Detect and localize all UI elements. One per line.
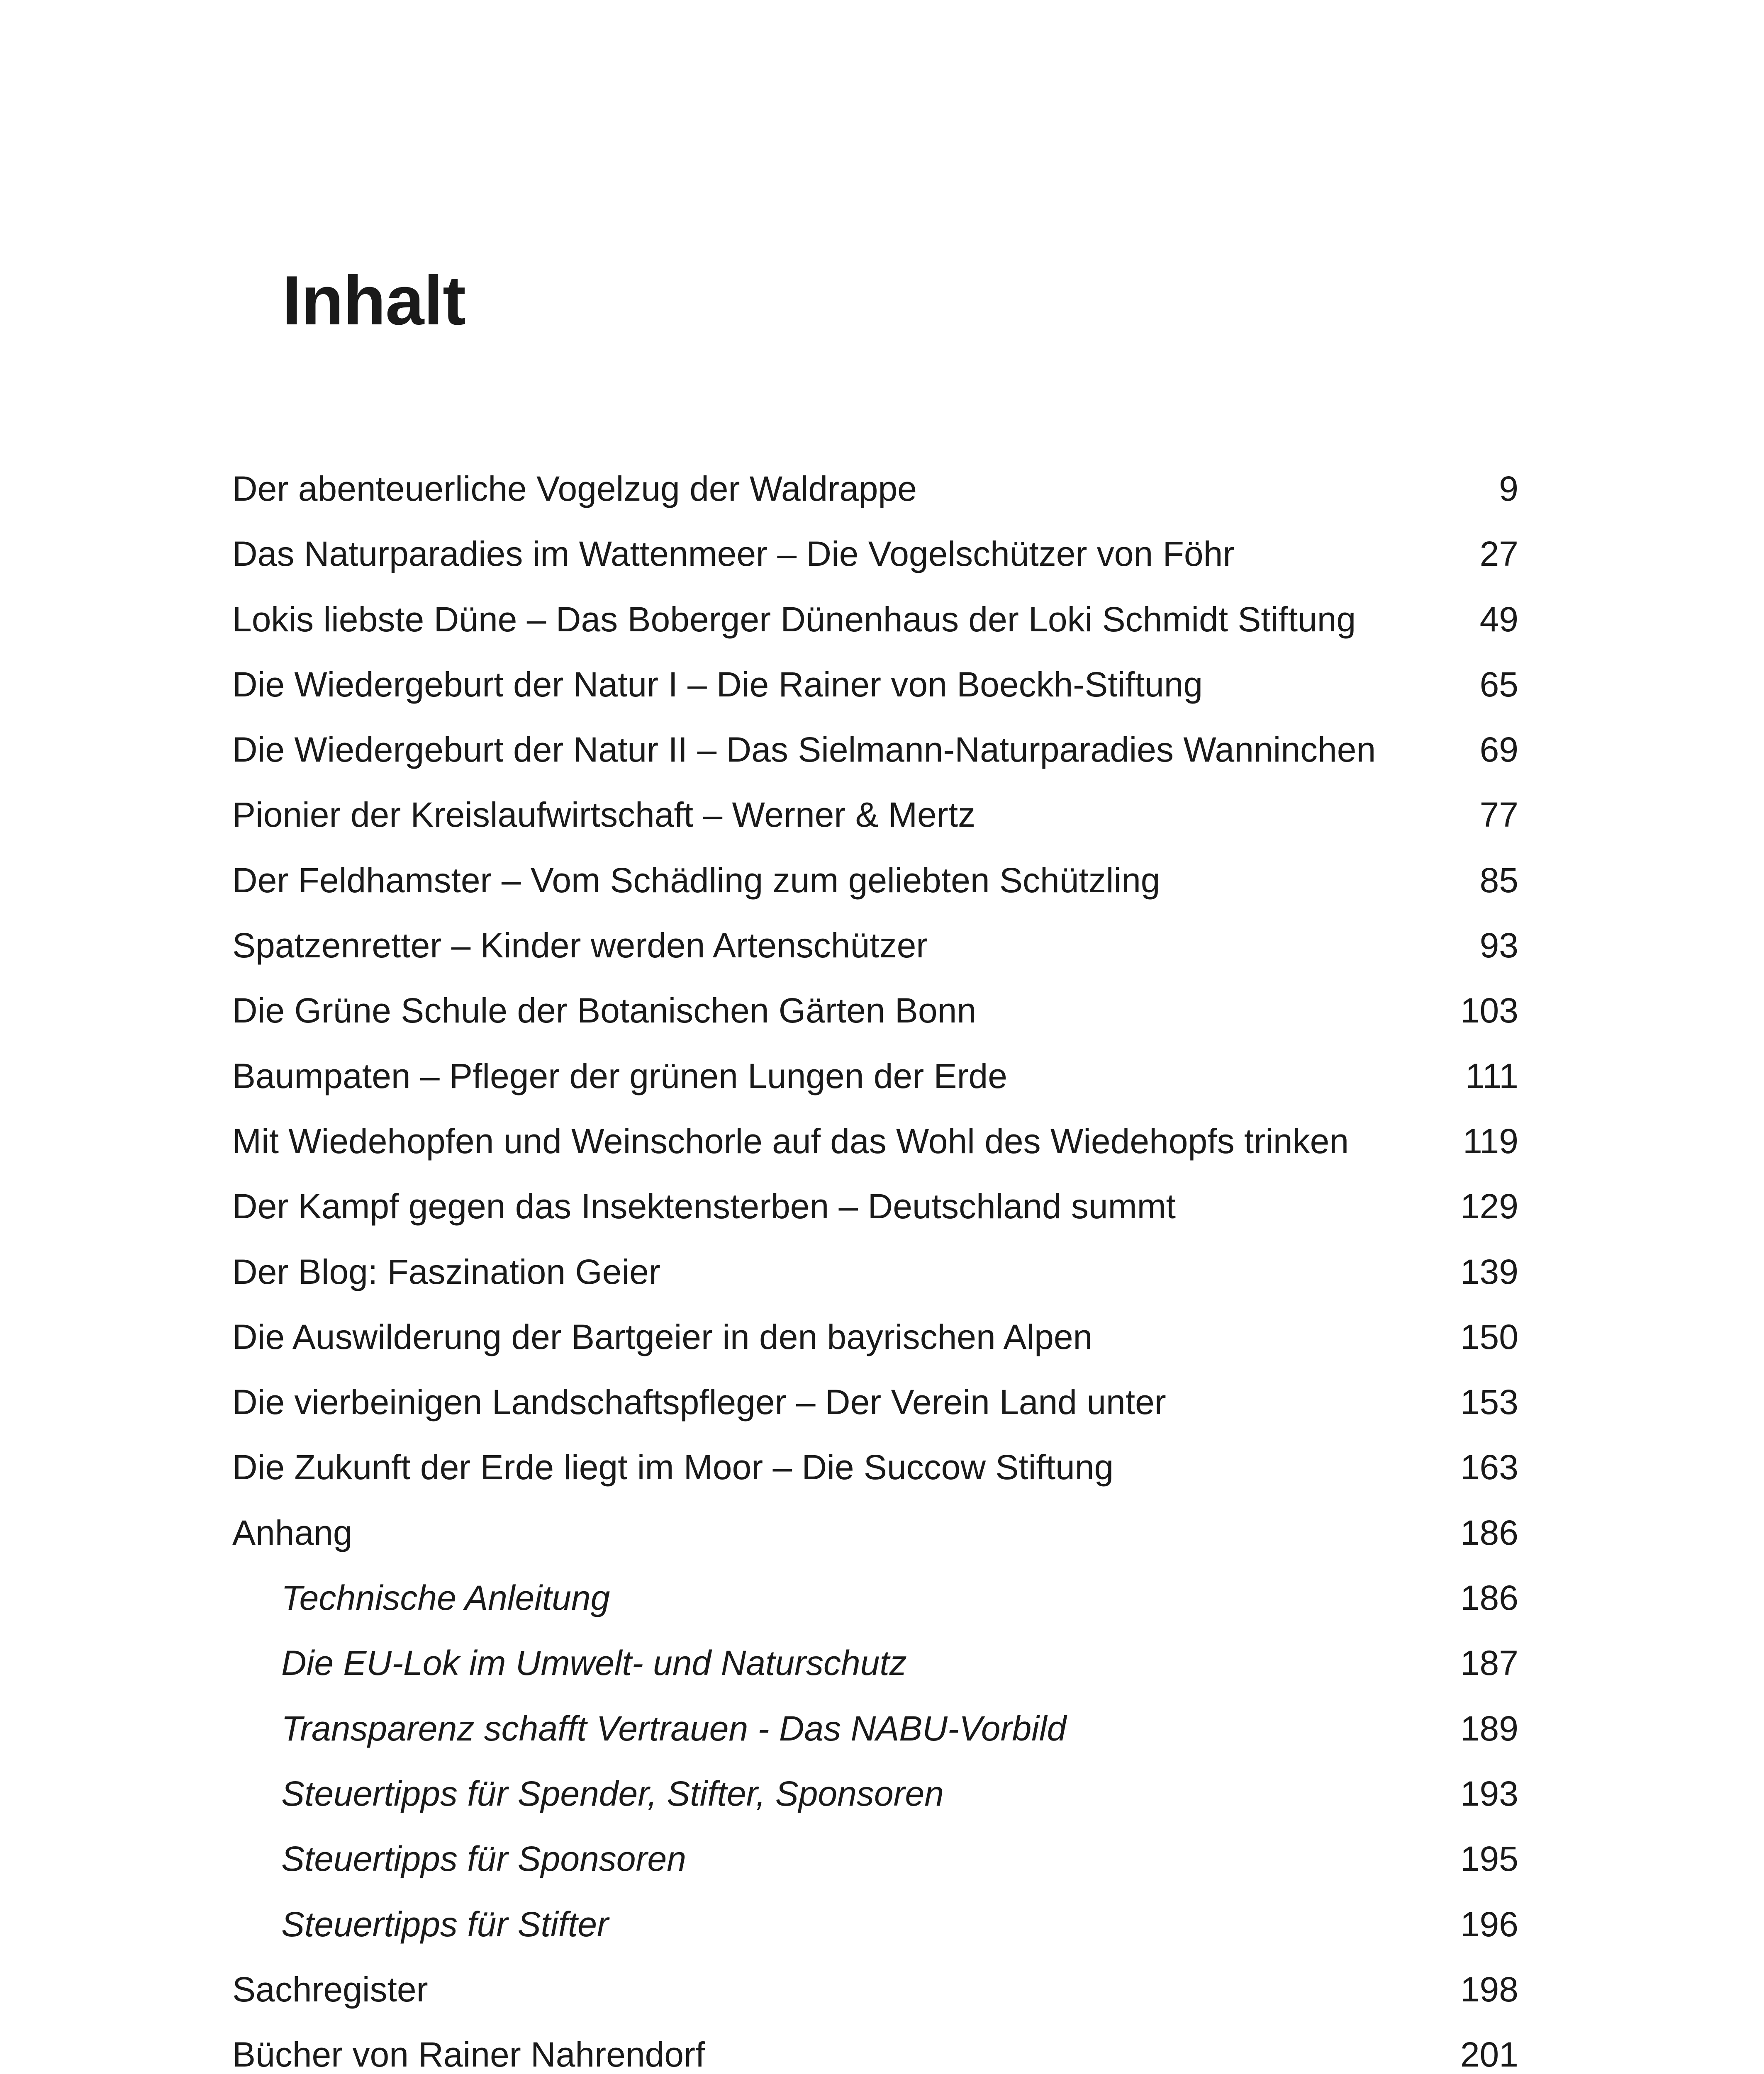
- toc-entry-title: Technische Anleitung: [281, 1578, 610, 1618]
- toc-entry: [232, 848, 1518, 913]
- toc-entry: [232, 1370, 1518, 1435]
- toc-subentry: [232, 1892, 1518, 1957]
- toc-entry: [232, 1500, 1518, 1565]
- toc-entry-page-number: 69: [1479, 730, 1518, 769]
- toc-entry-title: Das Naturparadies im Wattenmeer – Die Vogelschützer von Föhr: [232, 534, 1235, 574]
- toc-entry-title: Baumpaten – Pfleger der grünen Lungen der Erde: [232, 1056, 1007, 1095]
- toc-entry: [232, 521, 1518, 587]
- page-title: Inhalt: [282, 261, 465, 339]
- toc-subentry: [232, 1565, 1518, 1631]
- toc-entry-title: Spatzenretter – Kinder werden Artenschützer: [232, 926, 928, 965]
- toc-entry: [232, 652, 1518, 717]
- toc-entry: [232, 1174, 1518, 1239]
- toc-entry-title: Steuertipps für Spender, Stifter, Sponsoren: [281, 1774, 944, 1813]
- toc-entry-title: Die Zukunft der Erde liegt im Moor – Die Succow Stiftung: [232, 1448, 1114, 1487]
- toc-entry-title: Pionier der Kreislaufwirtschaft – Werner & Mertz: [232, 795, 976, 835]
- toc-entry: [232, 1957, 1518, 2022]
- toc-entry: [232, 913, 1518, 978]
- toc-entry: [232, 782, 1518, 847]
- toc-subentry: [232, 1631, 1518, 1696]
- toc-entry: [232, 2022, 1518, 2074]
- toc-entry-title: Die Wiedergeburt der Natur I – Die Rainer von Boeckh-Stiftung: [232, 665, 1203, 704]
- toc-entry-title: Die vierbeinigen Landschaftspfleger – Der Verein Land unter: [232, 1383, 1166, 1422]
- toc-entry-page-number: 198: [1460, 1969, 1518, 2009]
- toc-entry-title: Steuertipps für Stifter: [281, 1904, 609, 1944]
- toc-entry-title: Bücher von Rainer Nahrendorf: [232, 2035, 705, 2074]
- toc-entry-title: Anhang: [232, 1513, 353, 1552]
- toc-entry-title: Die EU-Lok im Umwelt- und Naturschutz: [281, 1643, 907, 1683]
- toc-entry-page-number: 77: [1479, 795, 1518, 835]
- toc-entry-page-number: 153: [1460, 1383, 1518, 1422]
- toc-subentry: [232, 1761, 1518, 1826]
- toc-entry-page-number: 111: [1465, 1056, 1518, 1095]
- toc-entry-page-number: 139: [1460, 1252, 1518, 1291]
- toc-entry-page-number: 201: [1460, 2035, 1518, 2074]
- toc-entry-page-number: 196: [1460, 1904, 1518, 1944]
- toc-entry-title: Der Kampf gegen das Insektensterben – Deutschland summt: [232, 1187, 1176, 1226]
- toc-entry-page-number: 187: [1460, 1643, 1518, 1683]
- toc-entry-title: Die Auswilderung der Bartgeier in den bayrischen Alpen: [232, 1317, 1093, 1356]
- toc-entry-title: Die Wiedergeburt der Natur II – Das Sielmann-Naturparadies Wanninchen: [232, 730, 1376, 769]
- toc-entry-page-number: 65: [1479, 665, 1518, 704]
- toc-entry: [232, 1239, 1518, 1305]
- toc-entry-title: Der Feldhamster – Vom Schädling zum geliebten Schützling: [232, 860, 1160, 900]
- toc-entry-page-number: 27: [1479, 534, 1518, 574]
- toc-entry-title: Lokis liebste Düne – Das Boberger Dünenhaus der Loki Schmidt Stiftung: [232, 599, 1356, 639]
- toc-entry-page-number: 119: [1463, 1121, 1518, 1161]
- toc-entry-title: Transparenz schafft Vertrauen - Das NABU-Vorbild: [281, 1709, 1067, 1748]
- toc-entry-page-number: 85: [1479, 860, 1518, 900]
- toc-entry-page-number: 195: [1460, 1839, 1518, 1879]
- toc-entry-page-number: 163: [1460, 1448, 1518, 1487]
- toc-entry-title: Der Blog: Faszination Geier: [232, 1252, 660, 1291]
- toc-entry-page-number: 186: [1460, 1578, 1518, 1618]
- toc-entry-title: Sachregister: [232, 1969, 428, 2009]
- toc-entry-title: Steuertipps für Sponsoren: [281, 1839, 686, 1879]
- toc-entry-page-number: 189: [1460, 1709, 1518, 1748]
- toc-entry: [232, 587, 1518, 652]
- toc-entry: [232, 456, 1518, 521]
- toc-entry-page-number: 193: [1460, 1774, 1518, 1813]
- toc-subentry: [232, 1696, 1518, 1761]
- toc-entry-title: Der abenteuerliche Vogelzug der Waldrappe: [232, 469, 917, 508]
- toc-entry-title: Die Grüne Schule der Botanischen Gärten Bonn: [232, 991, 977, 1030]
- toc-entry-title: Mit Wiedehopfen und Weinschorle auf das Wohl des Wiedehopfs trinken: [232, 1121, 1349, 1161]
- toc-entry-page-number: 150: [1460, 1317, 1518, 1356]
- toc-entry: [232, 1435, 1518, 1500]
- toc-entry-page-number: 49: [1479, 599, 1518, 639]
- toc-entry-page-number: 9: [1499, 469, 1518, 508]
- toc-entry-page-number: 93: [1479, 926, 1518, 965]
- toc-entry-page-number: 103: [1460, 991, 1518, 1030]
- toc-entry: [232, 978, 1518, 1043]
- toc-entry: [232, 1305, 1518, 1370]
- toc-entry: [232, 1044, 1518, 1109]
- toc-entry-page-number: 186: [1460, 1513, 1518, 1552]
- toc-entry-page-number: 129: [1460, 1187, 1518, 1226]
- toc-entry: [232, 717, 1518, 782]
- toc-entry: [232, 1109, 1518, 1174]
- table-of-contents: [232, 456, 1518, 2074]
- toc-subentry: [232, 1826, 1518, 1891]
